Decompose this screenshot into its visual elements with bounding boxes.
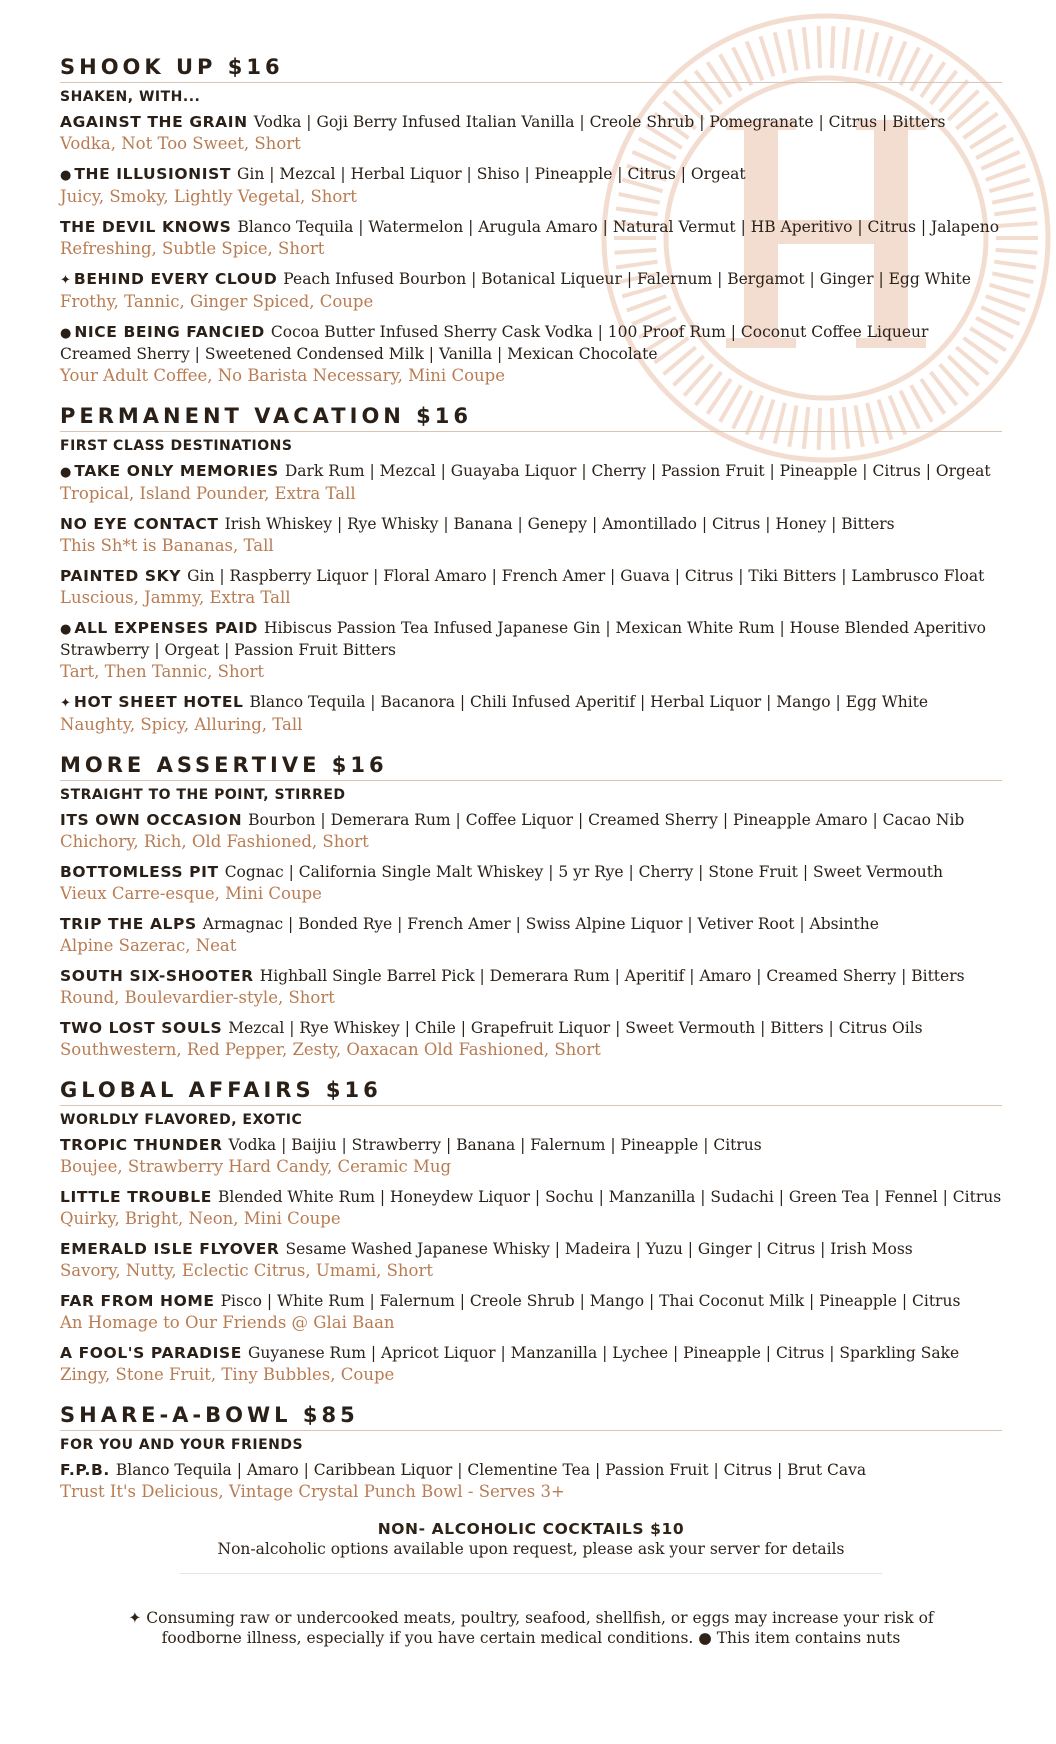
cocktail-line: [60, 810, 1002, 831]
cocktail-description: Frothy, Tannic, Ginger Spiced, Coupe: [60, 292, 374, 311]
cocktail-line: [60, 514, 1002, 535]
section-title: SHOOK UP $16: [60, 54, 1002, 83]
cocktail-line: [60, 1291, 1002, 1312]
contains-nuts-marker: ●: [60, 622, 72, 637]
cocktail-item: [60, 966, 1002, 1009]
cocktail-description: Alpine Sazerac, Neat: [60, 936, 237, 955]
cocktail-name: TAKE ONLY MEMORIES: [74, 462, 279, 480]
cocktail-ingredients: Blanco Tequila | Bacanora | Chili Infused Aperitif | Herbal Liquor | Mango | Egg White: [249, 693, 929, 711]
menu-section: [60, 1077, 1002, 1386]
cocktail-description: Quirky, Bright, Neon, Mini Coupe: [60, 1209, 341, 1228]
cocktail-description: Savory, Nutty, Eclectic Citrus, Umami, Short: [60, 1261, 433, 1280]
cocktail-item: [60, 692, 1002, 736]
cocktail-name: NICE BEING FANCIED: [74, 323, 265, 341]
cocktail-item: [60, 1460, 1002, 1503]
cocktail-item: [60, 914, 1002, 957]
cocktail-item: [60, 322, 1002, 387]
contains-nuts-marker: ●: [60, 168, 72, 183]
cocktail-line: [60, 618, 1002, 661]
cocktail-line: [60, 322, 1002, 365]
section-subtitle: STRAIGHT TO THE POINT, STIRRED: [60, 787, 346, 803]
cocktail-item: [60, 1018, 1002, 1061]
raw-egg-marker: ✦: [60, 696, 71, 711]
non-alcoholic-text: Non-alcoholic options available upon request, please ask your server for details: [217, 1540, 845, 1558]
menu-section: [60, 1402, 1002, 1503]
cocktail-line: [60, 1018, 1002, 1039]
cocktail-name: FAR FROM HOME: [60, 1292, 215, 1310]
cocktail-item: [60, 618, 1002, 683]
cocktail-line: [60, 164, 1002, 186]
cocktail-description: Juicy, Smoky, Lightly Vegetal, Short: [60, 187, 357, 206]
cocktail-line: [60, 862, 1002, 883]
section-title: GLOBAL AFFAIRS $16: [60, 1077, 1002, 1106]
cocktail-name: BEHIND EVERY CLOUD: [73, 270, 278, 288]
cocktail-line: [60, 461, 1002, 483]
cocktail-line: [60, 269, 1002, 291]
cocktail-ingredients: Gin | Mezcal | Herbal Liquor | Shiso | Pineapple | Citrus | Orgeat: [237, 165, 746, 183]
cocktail-ingredients: Vodka | Baijiu | Strawberry | Banana | Falernum | Pineapple | Citrus: [228, 1136, 762, 1154]
cocktail-line: [60, 1343, 1002, 1364]
cocktail-description: Chichory, Rich, Old Fashioned, Short: [60, 832, 369, 851]
cocktail-line: [60, 692, 1002, 714]
cocktail-name: AGAINST THE GRAIN: [60, 113, 248, 131]
cocktail-description: An Homage to Our Friends @ Glai Baan: [60, 1313, 395, 1332]
cocktail-item: [60, 1135, 1002, 1178]
cocktail-ingredients: Blanco Tequila | Watermelon | Arugula Amaro | Natural Vermut | HB Aperitivo | Citrus | Jalapeno: [237, 218, 1000, 236]
menu-section: [60, 54, 1002, 387]
cocktail-ingredients: Dark Rum | Mezcal | Guayaba Liquor | Cherry | Passion Fruit | Pineapple | Citrus | Orgeat: [284, 462, 991, 480]
cocktail-ingredients: Mezcal | Rye Whiskey | Chile | Grapefruit Liquor | Sweet Vermouth | Bitters | Citrus Oils: [228, 1019, 923, 1037]
cocktail-name: EMERALD ISLE FLYOVER: [60, 1240, 280, 1258]
cocktail-name: NO EYE CONTACT: [60, 515, 219, 533]
menu-section: [60, 752, 1002, 1061]
cocktail-ingredients: Irish Whiskey | Rye Whisky | Banana | Genepy | Amontillado | Citrus | Honey | Bitters: [224, 515, 895, 533]
cocktail-name: ITS OWN OCCASION: [60, 811, 243, 829]
cocktail-item: [60, 217, 1002, 260]
cocktail-description: This Sh*t is Bananas, Tall: [60, 536, 274, 555]
section-title: MORE ASSERTIVE $16: [60, 752, 1002, 781]
cocktail-item: [60, 1187, 1002, 1230]
cocktail-item: [60, 269, 1002, 313]
section-title: PERMANENT VACATION $16: [60, 403, 1002, 432]
food-safety-disclaimer: ✦ Consuming raw or undercooked meats, poultry, seafood, shellfish, or eggs may increase your risk of foodborne illness, especially if you have certain medical conditions. ● This item contains nuts: [128, 1609, 934, 1647]
cocktail-item: [60, 461, 1002, 505]
non-alcoholic-note: [180, 1519, 882, 1574]
cocktail-description: Naughty, Spicy, Alluring, Tall: [60, 715, 303, 734]
cocktail-ingredients: Blended White Rum | Honeydew Liquor | Sochu | Manzanilla | Sudachi | Green Tea | Fennel | Citrus: [217, 1188, 1002, 1206]
cocktail-name: TWO LOST SOULS: [60, 1019, 223, 1037]
cocktail-ingredients: Bourbon | Demerara Rum | Coffee Liquor | Creamed Sherry | Pineapple Amaro | Cacao Nib: [248, 811, 965, 829]
contains-nuts-marker: ●: [60, 326, 72, 341]
cocktail-description: Zingy, Stone Fruit, Tiny Bubbles, Coupe: [60, 1365, 395, 1384]
cocktail-line: [60, 966, 1002, 987]
cocktail-name: LITTLE TROUBLE: [60, 1188, 212, 1206]
cocktail-description: Trust It's Delicious, Vintage Crystal Punch Bowl - Serves 3+: [60, 1482, 565, 1501]
cocktail-name: TRIP THE ALPS: [60, 915, 197, 933]
cocktail-description: Round, Boulevardier-style, Short: [60, 988, 335, 1007]
cocktail-line: [60, 217, 1002, 238]
section-title: SHARE-A-BOWL $85: [60, 1402, 1002, 1431]
cocktail-item: [60, 1343, 1002, 1386]
cocktail-ingredients: Hibiscus Passion Tea Infused Japanese Gin | Mexican White Rum | House Blended Aperitivo Strawberry | Orgeat | Passion Fruit Bitters: [60, 619, 986, 659]
cocktail-ingredients: Highball Single Barrel Pick | Demerara Rum | Aperitif | Amaro | Creamed Sherry | Bitters: [259, 967, 965, 985]
cocktail-description: Luscious, Jammy, Extra Tall: [60, 588, 291, 607]
cocktail-description: Refreshing, Subtle Spice, Short: [60, 239, 325, 258]
cocktail-description: Your Adult Coffee, No Barista Necessary, Mini Coupe: [60, 366, 505, 385]
cocktail-name: PAINTED SKY: [60, 567, 182, 585]
cocktail-name: ALL EXPENSES PAID: [74, 619, 259, 637]
cocktail-line: [60, 1135, 1002, 1156]
section-subtitle: SHAKEN, WITH...: [60, 89, 201, 105]
cocktail-item: [60, 164, 1002, 208]
cocktail-line: [60, 1239, 1002, 1260]
contains-nuts-marker: ●: [60, 465, 72, 480]
cocktail-item: [60, 514, 1002, 557]
cocktail-item: [60, 1291, 1002, 1334]
cocktail-name: HOT SHEET HOTEL: [73, 693, 244, 711]
cocktail-name: THE DEVIL KNOWS: [60, 218, 232, 236]
cocktail-name: F.P.B.: [60, 1461, 110, 1479]
cocktail-description: Vodka, Not Too Sweet, Short: [60, 134, 301, 153]
cocktail-description: Southwestern, Red Pepper, Zesty, Oaxacan Old Fashioned, Short: [60, 1040, 601, 1059]
section-subtitle: WORLDLY FLAVORED, EXOTIC: [60, 1112, 303, 1128]
cocktail-ingredients: Gin | Raspberry Liquor | Floral Amaro | French Amer | Guava | Citrus | Tiki Bitters | Lambrusco Float: [187, 567, 985, 585]
section-subtitle: FOR YOU AND YOUR FRIENDS: [60, 1437, 304, 1453]
cocktail-ingredients: Pisco | White Rum | Falernum | Creole Shrub | Mango | Thai Coconut Milk | Pineapple | Citrus: [220, 1292, 961, 1310]
cocktail-ingredients: Vodka | Goji Berry Infused Italian Vanilla | Creole Shrub | Pomegranate | Citrus | Bitters: [253, 113, 946, 131]
cocktail-item: [60, 112, 1002, 155]
cocktail-item: [60, 810, 1002, 853]
section-subtitle: FIRST CLASS DESTINATIONS: [60, 438, 293, 454]
cocktail-ingredients: Blanco Tequila | Amaro | Caribbean Liquor | Clementine Tea | Passion Fruit | Citrus | Brut Cava: [115, 1461, 867, 1479]
cocktail-name: A FOOL'S PARADISE: [60, 1344, 242, 1362]
cocktail-line: [60, 566, 1002, 587]
cocktail-line: [60, 914, 1002, 935]
cocktail-description: Tropical, Island Pounder, Extra Tall: [60, 484, 356, 503]
cocktail-ingredients: Peach Infused Bourbon | Botanical Liqueur | Falernum | Bergamot | Ginger | Egg White: [283, 270, 971, 288]
cocktail-item: [60, 566, 1002, 609]
cocktail-ingredients: Guyanese Rum | Apricot Liquor | Manzanilla | Lychee | Pineapple | Citrus | Sparkling Sake: [247, 1344, 960, 1362]
cocktail-name: SOUTH SIX-SHOOTER: [60, 967, 254, 985]
cocktail-description: Vieux Carre-esque, Mini Coupe: [60, 884, 322, 903]
cocktail-line: [60, 112, 1002, 133]
cocktail-name: TROPIC THUNDER: [60, 1136, 223, 1154]
cocktail-name: THE ILLUSIONIST: [74, 165, 232, 183]
cocktail-ingredients: Cocoa Butter Infused Sherry Cask Vodka | 100 Proof Rum | Coconut Coffee Liqueur Creamed Sherry | Sweetened Condensed Milk | Vanilla | Mexican Chocolate: [60, 323, 929, 363]
cocktail-ingredients: Cognac | California Single Malt Whiskey | 5 yr Rye | Cherry | Stone Fruit | Sweet Vermouth: [224, 863, 943, 881]
cocktail-description: Tart, Then Tannic, Short: [60, 662, 265, 681]
raw-egg-marker: ✦: [60, 273, 71, 288]
cocktail-description: Boujee, Strawberry Hard Candy, Ceramic Mug: [60, 1157, 452, 1176]
non-alcoholic-title: NON- ALCOHOLIC COCKTAILS $10: [377, 1520, 685, 1538]
menu-section: [60, 403, 1002, 736]
cocktail-ingredients: Armagnac | Bonded Rye | French Amer | Swiss Alpine Liquor | Vetiver Root | Absinthe: [202, 915, 879, 933]
cocktail-menu: [60, 54, 1002, 1648]
cocktail-item: [60, 862, 1002, 905]
cocktail-line: [60, 1187, 1002, 1208]
cocktail-ingredients: Sesame Washed Japanese Whisky | Madeira | Yuzu | Ginger | Citrus | Irish Moss: [285, 1240, 913, 1258]
cocktail-item: [60, 1239, 1002, 1282]
cocktail-line: [60, 1460, 1002, 1481]
cocktail-name: BOTTOMLESS PIT: [60, 863, 219, 881]
